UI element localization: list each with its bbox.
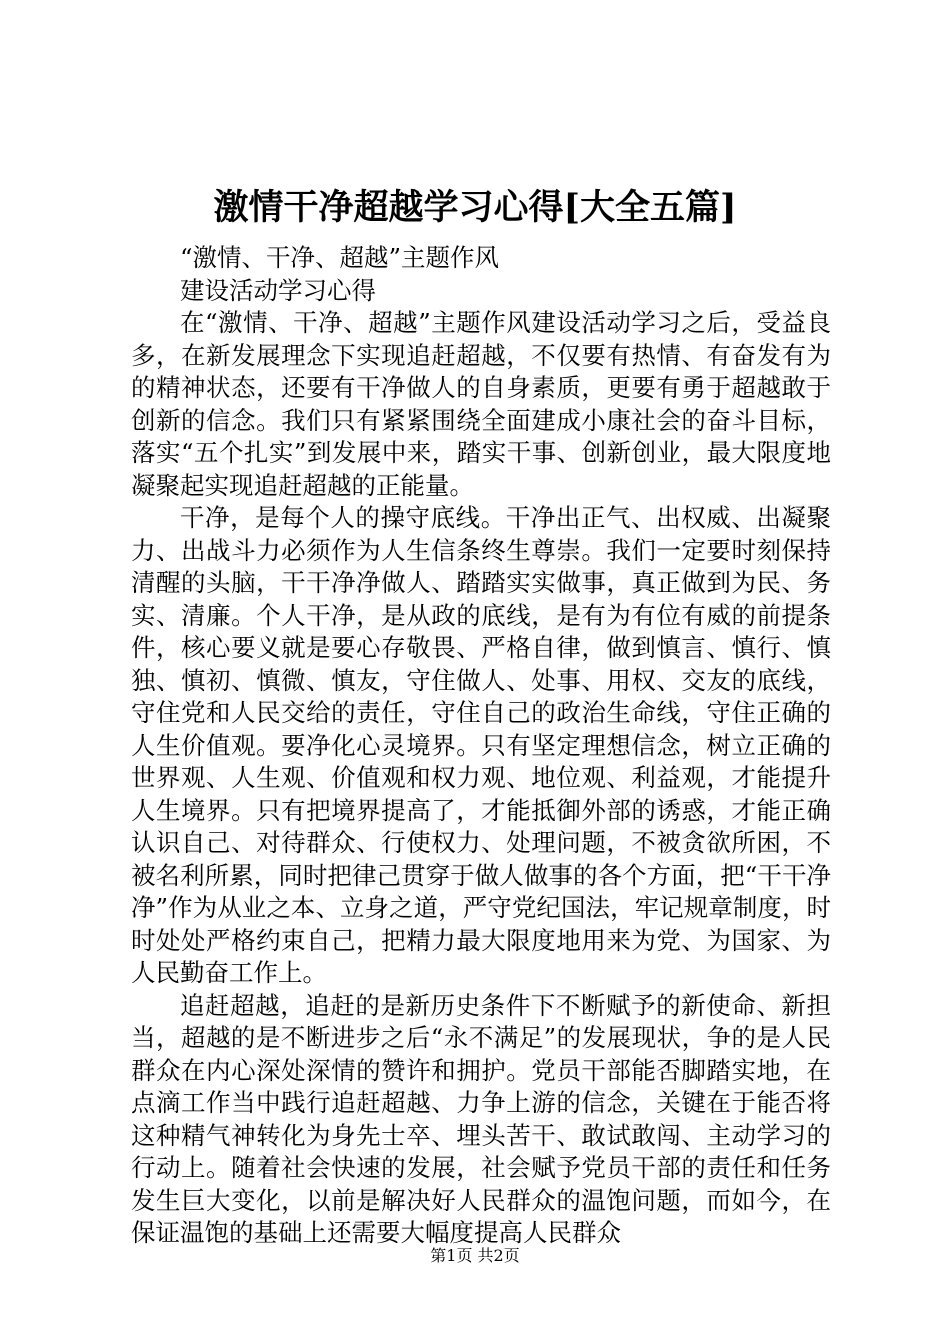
paragraph-1: 在“激情、干净、超越”主题作风建设活动学习之后，受益良多，在新发展理念下实现追赶超越，不仅要有热情、有奋发有为的精神状态，还要有干净做人的自身素质，更要有勇于超越敢于创新的信念。我们只有紧紧围绕全面建成小康社会的奋斗目标，落实“五个扎实”到发展中来，踏实干事、创新创业，最大限度地凝聚起实现追赶超越的正能量。 <box>131 308 831 500</box>
document-body <box>131 242 831 1250</box>
page-footer: 第1页 共2页 <box>430 1246 520 1265</box>
subtitle-line-1: “激情、干净、超越”主题作风 <box>180 243 500 272</box>
paragraph-3: 追赶超越，追赶的是新历史条件下不断赋予的新使命、新担当，超越的是不断进步之后“永不满足”的发展现状，争的是人民群众在内心深处深情的赞许和拥护。党员干部能否脚踏实地，在点滴工作当中践行追赶超越、力争上游的信念，关键在于能否将这种精气神转化为身先士卒、埋头苦干、敢试敢闯、主动学习的行动上。随着社会快速的发展，社会赋予党员干部的责任和任务发生巨大变化，以前是解决好人民群众的温饱问题，而如今，在保证温饱的基础上还需要大幅度提高人民群众 <box>131 990 831 1247</box>
document-title: 激情干净超越学习心得[大全五篇] <box>213 187 737 228</box>
paragraph-2: 干净，是每个人的操守底线。干净出正气、出权威、出凝聚力、出战斗力必须作为人生信条终生尊崇。我们一定要时刻保持清醒的头脑，干干净净做人、踏踏实实做事，真正做到为民、务实、清廉。个人干净，是从政的底线，是有为有位有威的前提条件，核心要义就是要心存敬畏、严格自律，做到慎言、慎行、慎独、慎初、慎微、慎友，守住做人、处事、用权、交友的底线，守住党和人民交给的责任，守住自己的政治生命线，守住正确的人生价值观。要净化心灵境界。只有坚定理想信念，树立正确的世界观、人生观、价值观和权力观、地位观、利益观，才能提升人生境界。只有把境界提高了，才能抵御外部的诱惑，才能正确认识自己、对待群众、行使权力、处理问题，不被贪欲所困，不被名利所累，同时把律己贯穿于做人做事的各个方面，把“干干净净”作为从业之本、立身之道，严守党纪国法，牢记规章制度，时时处处严格约束自己，把精力最大限度地用来为党、为国家、为人民勤奋工作上。 <box>131 503 831 987</box>
subtitle-line-2: 建设活动学习心得 <box>180 275 376 305</box>
